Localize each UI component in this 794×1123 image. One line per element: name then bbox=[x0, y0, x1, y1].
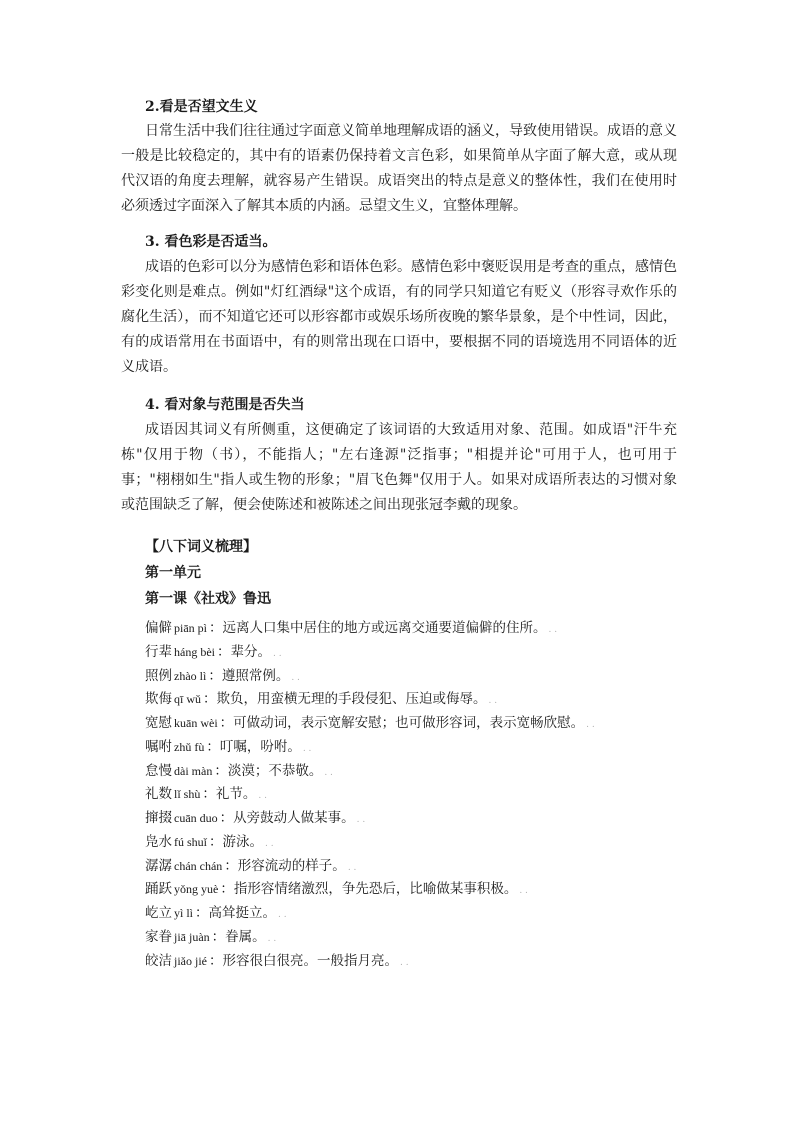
entry-definition: ：遵照常例。 bbox=[208, 667, 290, 684]
entry-definition: ：指形容情绪激烈，争先恐后，比喻做某事积极。 bbox=[220, 881, 518, 898]
entry-word: 皎洁 bbox=[145, 952, 172, 969]
entry-definition: ：形容流动的样子。 bbox=[224, 857, 346, 874]
entry-pinyin: cuān duo bbox=[174, 811, 218, 825]
paragraph-mark-icon: . . bbox=[258, 791, 267, 802]
vocabulary-entry bbox=[145, 902, 595, 926]
entry-definition: ：远离人口集中居住的地方或远离交通要道偏僻的住所。 bbox=[209, 620, 547, 636]
vocabulary-entry bbox=[145, 712, 595, 736]
vocabulary-entry bbox=[145, 688, 595, 712]
vocabulary-entry bbox=[145, 878, 595, 902]
entry-definition: ：叮嘱，吩咐。 bbox=[206, 738, 301, 755]
entry-word: 礼数 bbox=[145, 786, 172, 803]
entry-word: 潺潺 bbox=[145, 857, 172, 874]
entry-definition: ：形容很白很亮。一般指月亮。 bbox=[209, 952, 398, 969]
entry-pinyin: jiǎo jié bbox=[174, 953, 207, 968]
entry-word: 凫水 bbox=[145, 833, 172, 850]
entry-word: 家眷 bbox=[145, 928, 172, 945]
entry-pinyin: chán chán bbox=[174, 858, 223, 873]
entry-pinyin: jiā juàn bbox=[174, 929, 210, 944]
paragraph-mark-icon: . . bbox=[291, 672, 300, 683]
vocabulary-entry bbox=[145, 807, 595, 831]
vocabulary-entry bbox=[145, 831, 595, 855]
section-paragraph-4: 成语因其词义有所侧重，这便确定了该词语的大致适用对象、范围。如成语"汗牛充栋"仅用于物（书），不能指人；"左右逢源"泛指事；"相提并论"可用于人，也可用于事；"栩栩如生"指人或生物的形象；"眉飞色舞"仅用于人。如果对成语所表达的习惯对象或范围缺乏了解，便会使陈述和被陈述之间出现张冠李戴的现象。 bbox=[121, 422, 677, 513]
paragraph-mark-icon: . . bbox=[273, 648, 282, 659]
entry-word: 宽慰 bbox=[145, 715, 172, 731]
section-heading-4: 4. 看对象与范围是否失当 bbox=[145, 397, 305, 413]
paragraph-mark-icon: . . bbox=[488, 696, 498, 707]
entry-word: 嘱咐 bbox=[145, 738, 172, 755]
entry-pinyin: piān pì bbox=[174, 621, 207, 635]
entry-pinyin: qī wǔ bbox=[174, 692, 201, 707]
entry-pinyin: kuān wèi bbox=[174, 716, 218, 730]
entry-definition: ：淡漠；不恭敬。 bbox=[214, 762, 323, 779]
entry-word: 撺掇 bbox=[145, 810, 172, 826]
paragraph-mark-icon: . . bbox=[265, 838, 274, 849]
entry-definition: ：游泳。 bbox=[209, 833, 263, 850]
vocabulary-entry bbox=[145, 617, 595, 641]
entry-definition: ：欺负，用蛮横无理的手段侵犯、压迫或侮辱。 bbox=[203, 691, 487, 708]
section-heading-3: 3. 看色彩是否适当。 bbox=[145, 234, 277, 250]
paragraph-mark-icon: . . bbox=[347, 862, 357, 873]
paragraph-mark-icon: . . bbox=[302, 743, 312, 754]
lesson-title: 第一课《社戏》鲁迅 bbox=[145, 591, 271, 607]
entry-pinyin: yǒng yuè bbox=[174, 882, 219, 897]
entry-word: 怠慢 bbox=[145, 762, 172, 779]
vocabulary-entry bbox=[145, 641, 595, 665]
vocabulary-entry bbox=[145, 950, 595, 974]
paragraph-mark-icon: . . bbox=[548, 625, 558, 635]
entry-definition: ：高耸挺立。 bbox=[195, 905, 277, 921]
vocabulary-entry bbox=[145, 760, 595, 784]
entry-definition: ：辈分。 bbox=[217, 643, 271, 660]
section-paragraph-2: 日常生活中我们往往通过字面意义简单地理解成语的涵义，导致使用错误。成语的意义一般是比较稳定的，其中有的语素仍保持着文言色彩，如果简单从字面了解大意，或从现代汉语的角度去理解，就容易产生错误。成语突出的特点是意义的整体性，我们在使用时必须透过字面深入了解其本质的内涵。忌望文生义，宜整体理解。 bbox=[121, 123, 677, 214]
entry-definition: ：礼节。 bbox=[202, 786, 257, 803]
unit-title: 第一单元 bbox=[145, 565, 201, 581]
section-paragraph-3: 成语的色彩可以分为感情色彩和语体色彩。感情色彩中褒贬误用是考查的重点，感情色彩变化则是难点。例如"灯红酒绿"这个成语，有的同学只知道它有贬义（形容寻欢作乐的腐化生活），而不知道它还可以形容都市或娱乐场所夜晚的繁华景象，是个中性词，因此，有的成语常用在书面语中，有的则常出现在口语中，要根据不同的语境选用不同语体的近义成语。 bbox=[121, 259, 677, 375]
entry-pinyin: fú shuǐ bbox=[174, 834, 207, 849]
paragraph-mark-icon: . . bbox=[324, 767, 333, 778]
review-title: 【八下词义梳理】 bbox=[145, 539, 257, 555]
entry-word: 屹立 bbox=[145, 905, 172, 921]
entry-word: 照例 bbox=[145, 667, 172, 684]
entry-pinyin: lǐ shù bbox=[174, 787, 201, 802]
paragraph-mark-icon: . . bbox=[586, 720, 595, 730]
vocabulary-entry bbox=[145, 783, 595, 807]
paragraph-mark-icon: . . bbox=[267, 933, 277, 944]
entry-word: 踊跃 bbox=[145, 881, 172, 898]
paragraph-mark-icon: . . bbox=[400, 957, 409, 968]
section-heading-2: 2.看是否望文生义 bbox=[145, 99, 258, 115]
paragraph-mark-icon: . . bbox=[356, 815, 366, 825]
entry-pinyin: háng bèi bbox=[174, 644, 215, 659]
entry-word: 欺侮 bbox=[145, 691, 172, 708]
vocabulary-entry bbox=[145, 855, 595, 879]
entry-word: 偏僻 bbox=[145, 620, 172, 636]
vocabulary-entry bbox=[145, 926, 595, 950]
entry-word: 行辈 bbox=[145, 643, 172, 660]
entry-pinyin: zhǔ fù bbox=[174, 739, 205, 754]
vocabulary-entry bbox=[145, 665, 595, 689]
entry-pinyin: dài màn bbox=[174, 763, 213, 778]
entry-pinyin: zhào lì bbox=[174, 668, 207, 683]
vocabulary-entry bbox=[145, 736, 595, 760]
paragraph-mark-icon: . . bbox=[278, 910, 287, 920]
entry-definition: ：眷属。 bbox=[211, 928, 266, 945]
paragraph-mark-icon: . . bbox=[519, 886, 528, 897]
entry-definition: ：可做动词，表示宽解安慰；也可做形容词，表示宽畅欣慰。 bbox=[219, 715, 585, 731]
entry-pinyin: yì lì bbox=[174, 906, 194, 920]
entry-definition: ：从旁鼓动人做某事。 bbox=[219, 810, 355, 826]
vocabulary-list bbox=[145, 617, 595, 973]
